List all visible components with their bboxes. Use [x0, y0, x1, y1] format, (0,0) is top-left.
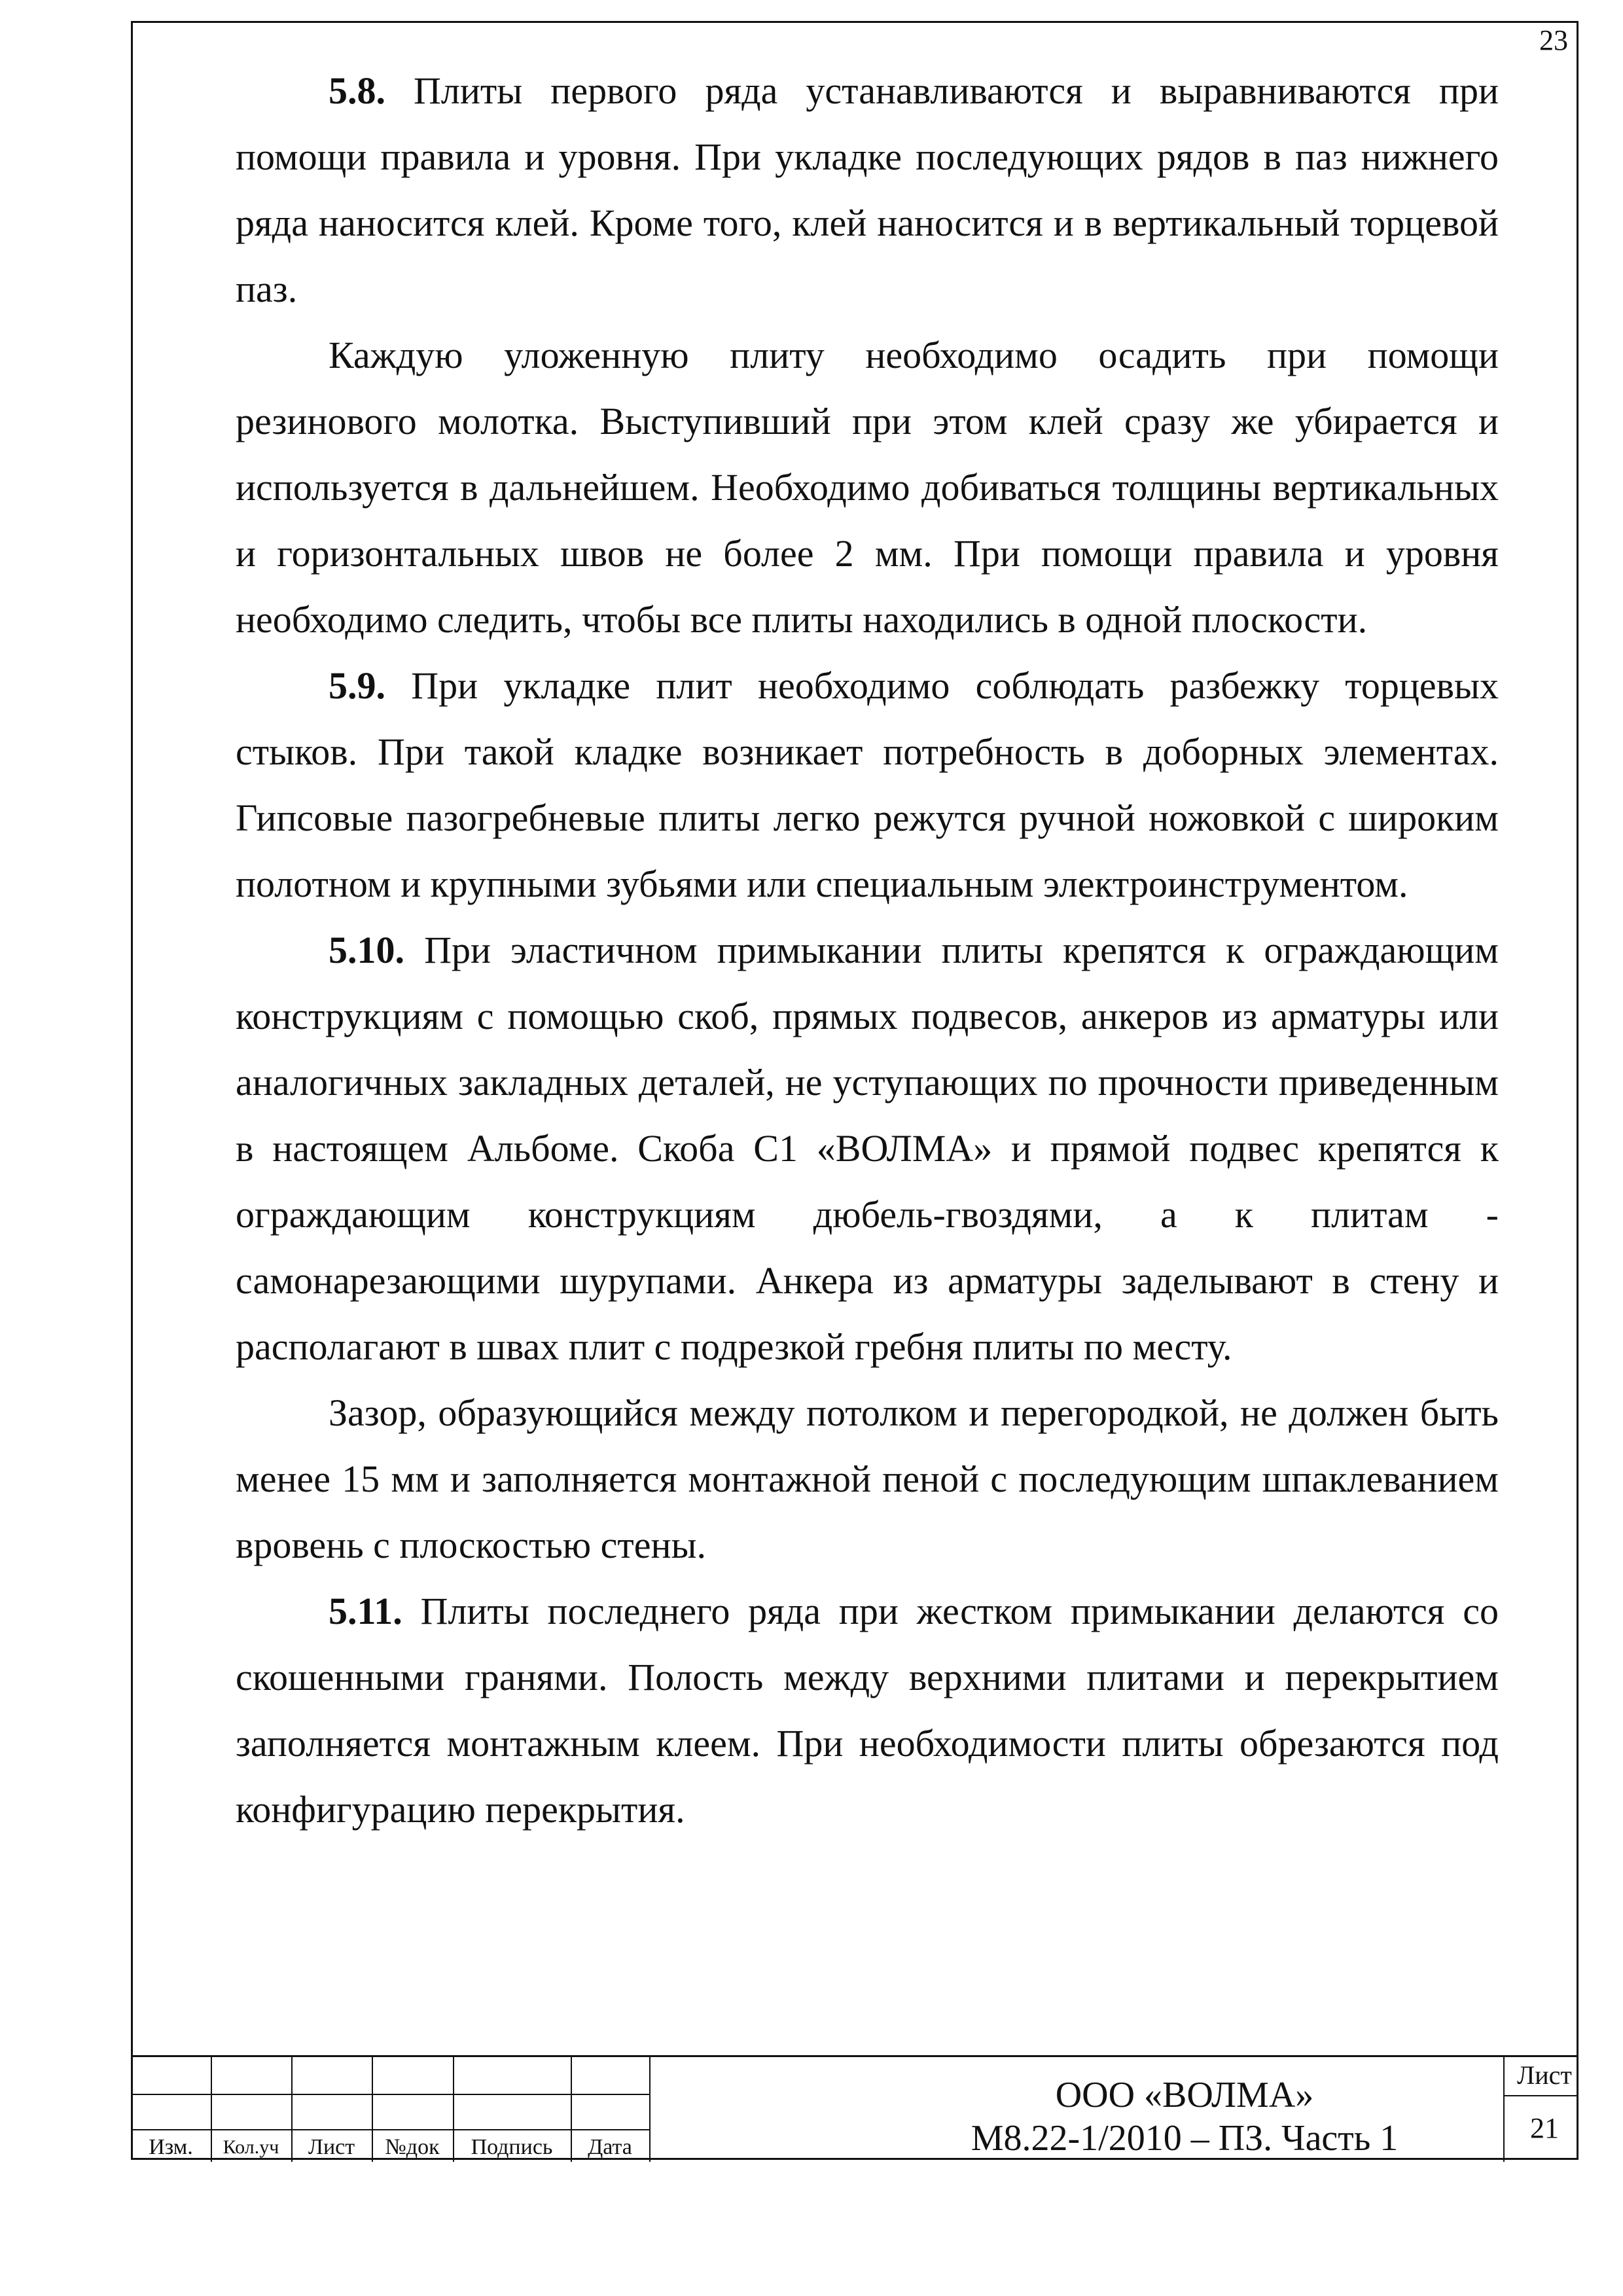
paragraph-text: Зазор, образующийся между потолком и перегородкой, не должен быть менее 15 мм и заполняется монтажной пеной с последующим шпаклеванием вровень с плоскостью стены.	[236, 1391, 1499, 1566]
paragraph-5-9	[236, 653, 1499, 917]
document-body	[236, 58, 1499, 1842]
section-number: 5.8.	[329, 69, 385, 112]
document-code: М8.22-1/2010 – ПЗ. Часть 1	[971, 2118, 1399, 2159]
page-number-top: 23	[1539, 24, 1568, 56]
section-number: 5.9.	[329, 664, 385, 707]
paragraph-5-8-continued	[236, 322, 1499, 653]
paragraph-text: При эластичном примыкании плиты крепятся к ограждающим конструкциям с помощью скоб, прямых подвесов, анкеров из арматуры или аналогичных закладных деталей, не уступающих по прочности приведенным в настоящем Альбоме. Скоба С1 «ВОЛМА» и прямой подвес крепятся к ограждающим конструкциям дюбель-гвоздями, а к плитам - самонарезающими шурупами. Анкера из арматуры заделывают в стену и располагают в швах плит с подрезкой гребня плиты по месту.	[236, 929, 1499, 1368]
section-number: 5.10.	[329, 929, 404, 971]
company-name: ООО «ВОЛМА»	[1055, 2075, 1314, 2115]
paragraph-text: При укладке плит необходимо соблюдать разбежку торцевых стыков. При такой кладке возникает потребность в доборных элементах. Гипсовые пазогребневые плиты легко режутся ручной ножовкой с широким полотном и крупными зубьями или специальным электроинструментом.	[236, 664, 1499, 905]
title-block	[131, 2055, 1578, 2162]
paragraph-5-8	[236, 58, 1499, 322]
paragraph-5-10	[236, 917, 1499, 1380]
stamp-row-line	[131, 2094, 649, 2095]
paragraph-text: Плиты первого ряда устанавливаются и выравниваются при помощи правила и уровня. При укладке последующих рядов в паз нижнего ряда наносится клей. Кроме того, клей наносится и в вертикальный торцевой паз.	[236, 69, 1499, 310]
col-podpis: Подпись	[471, 2135, 553, 2159]
paragraph-text: Каждую уложенную плиту необходимо осадить при помощи резинового молотка. Выступивший при этом клей сразу же убирается и используется в дальнейшем. Необходимо добиваться толщины вертикальных и горизонтальных швов не более 2 мм. При помощи правила и уровня необходимо следить, чтобы все плиты находились в одной плоскости.	[236, 334, 1499, 641]
sheet-number: 21	[1530, 2112, 1559, 2144]
col-ndok: №док	[385, 2135, 440, 2159]
col-list: Лист	[308, 2135, 355, 2159]
col-izm: Изм.	[149, 2135, 193, 2159]
stamp-divider	[649, 2057, 651, 2162]
sheet-label: Лист	[1517, 2060, 1572, 2090]
col-data: Дата	[588, 2135, 632, 2159]
paragraph-text: Плиты последнего ряда при жестком примыкании делаются со скошенными гранями. Полость между верхними плитами и перекрытием заполняется монтажным клеем. При необходимости плиты обрезаются под конфигурацию перекрытия.	[236, 1590, 1499, 1831]
paragraph-5-10-continued	[236, 1380, 1499, 1578]
paragraph-5-11	[236, 1578, 1499, 1842]
stamp-row-line	[131, 2129, 649, 2130]
section-number: 5.11.	[329, 1590, 402, 1632]
col-kol-uch: Кол.уч	[223, 2136, 279, 2158]
